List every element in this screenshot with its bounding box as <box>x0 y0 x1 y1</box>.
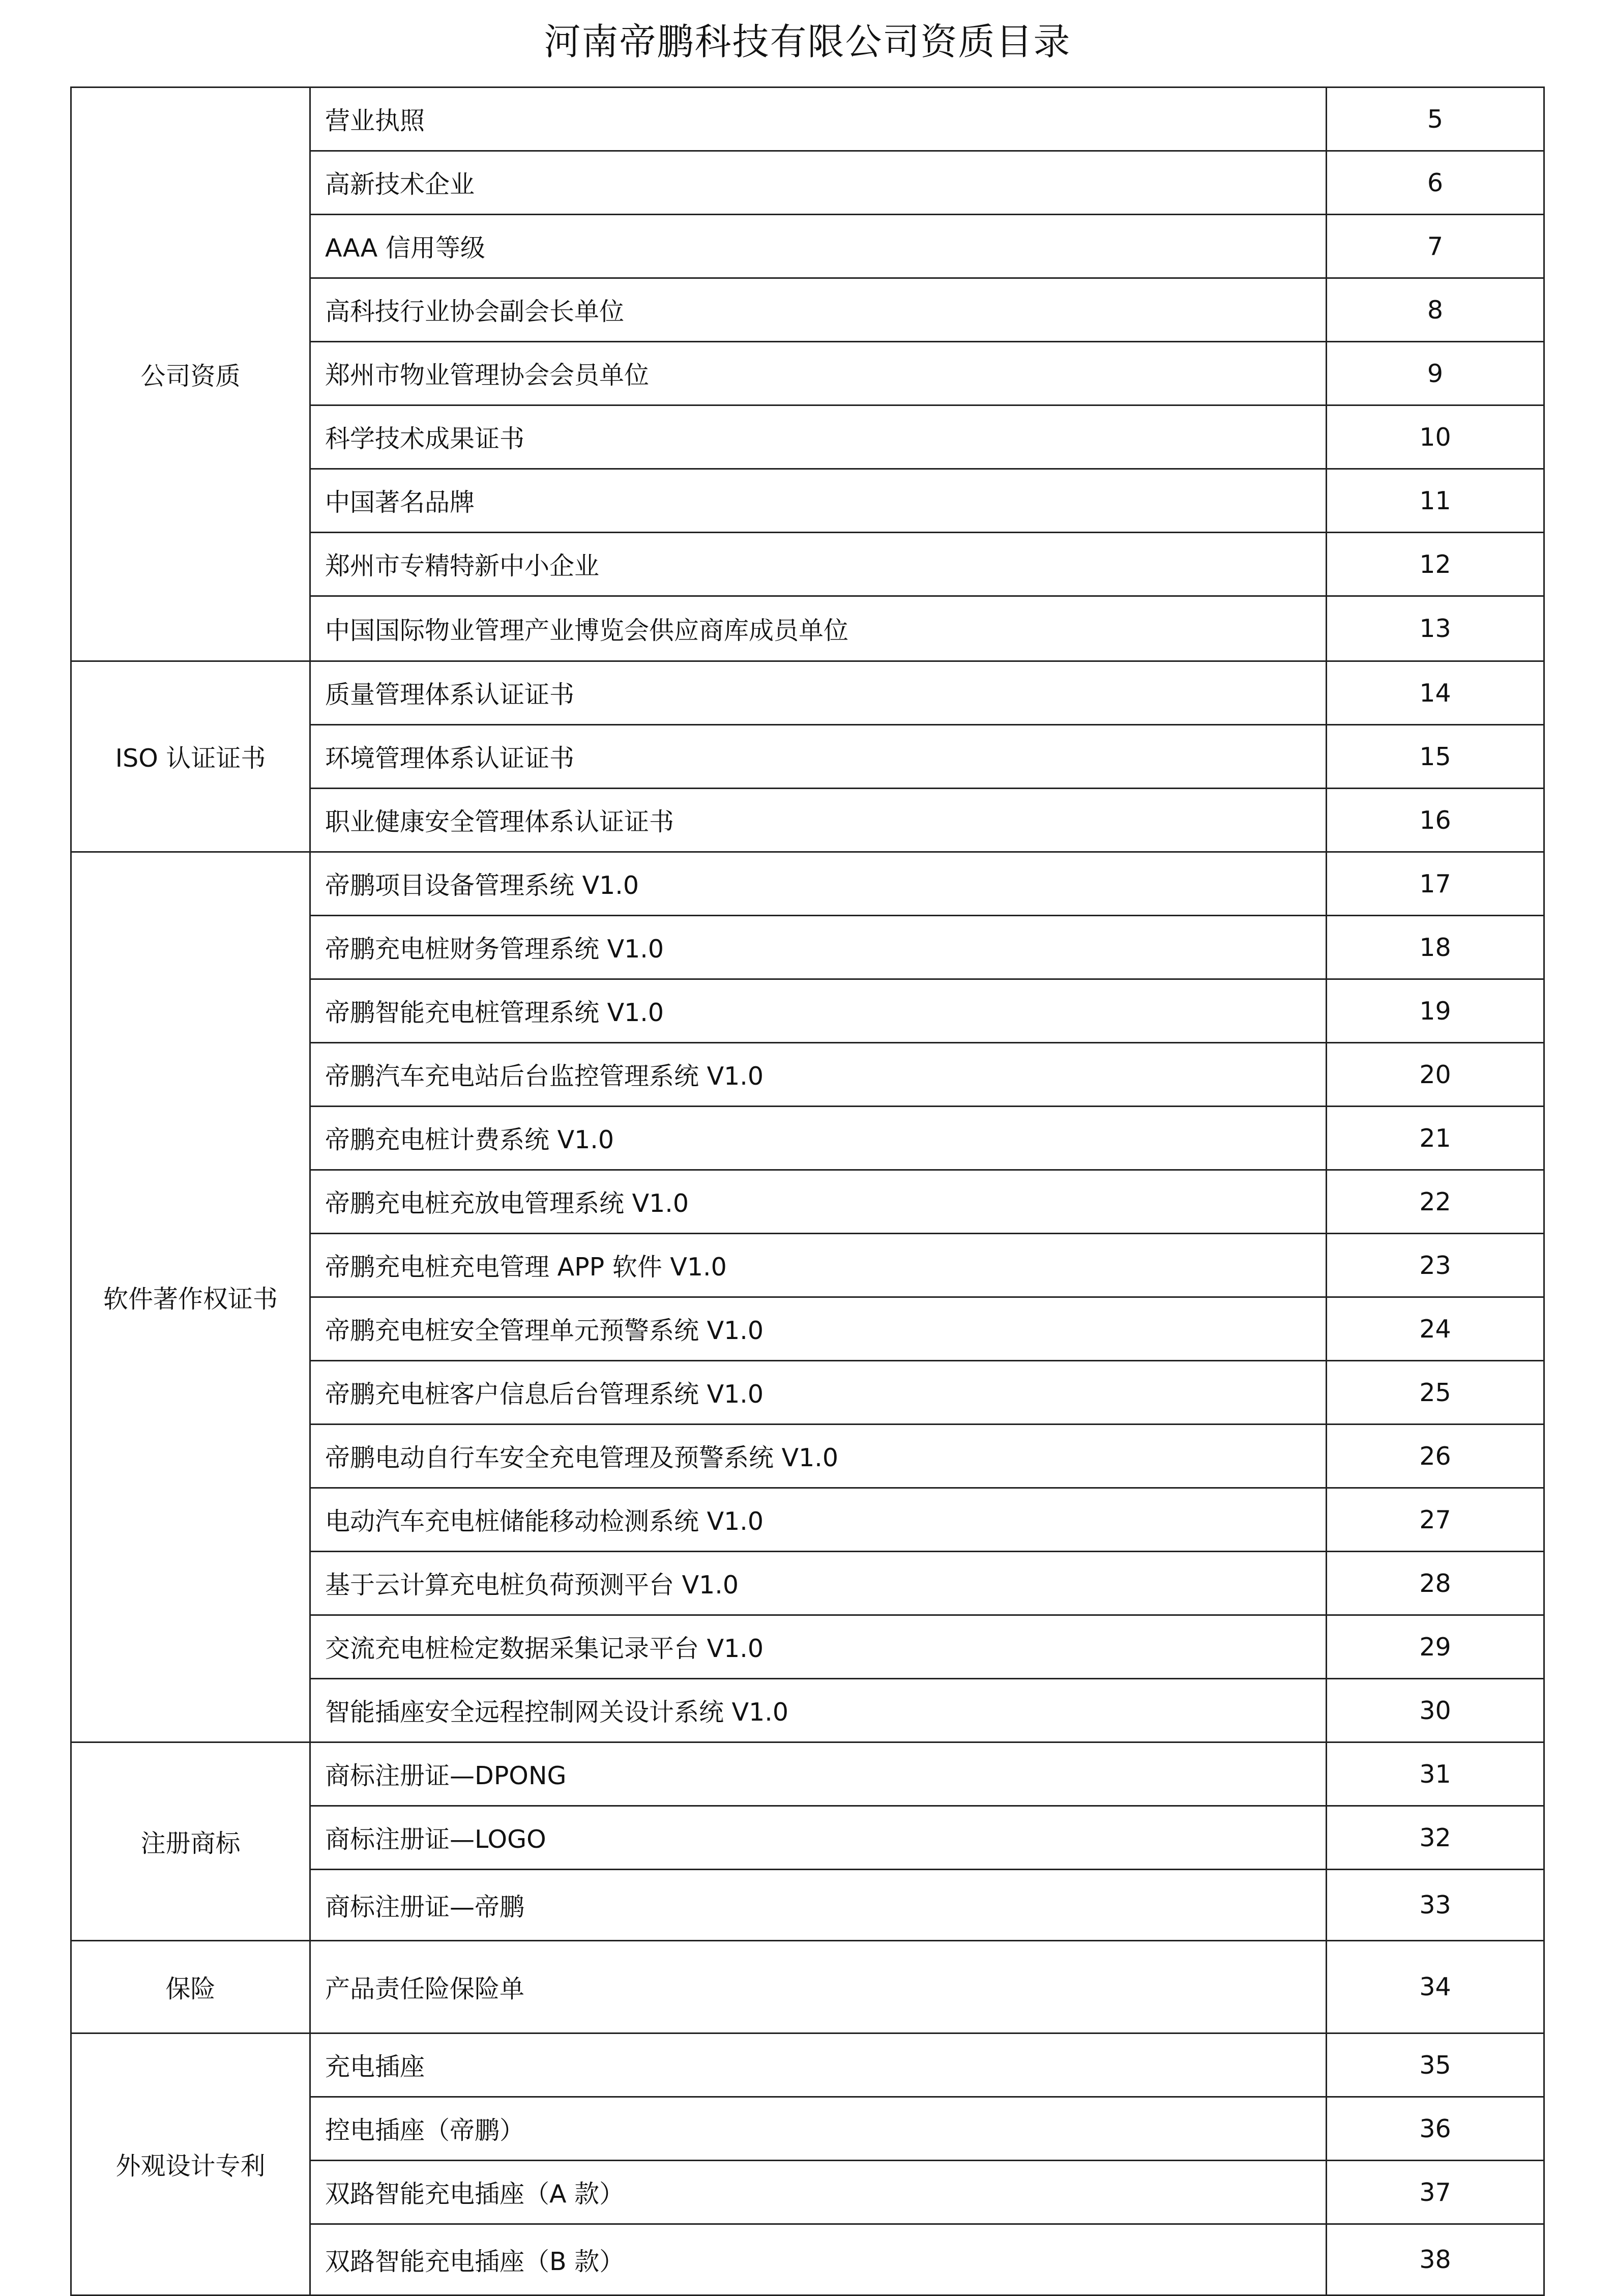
page-number-cell: 20 <box>1327 1043 1544 1107</box>
page-number-cell: 36 <box>1327 2097 1544 2161</box>
page-title: 河南帝鹏科技有限公司资质目录 <box>544 20 1071 63</box>
page-number-cell: 21 <box>1327 1107 1544 1170</box>
page-number-cell: 8 <box>1327 278 1544 342</box>
item-name-cell: 中国著名品牌 <box>310 469 1327 533</box>
item-name-cell: 电动汽车充电桩储能移动检测系统 V1.0 <box>310 1488 1327 1552</box>
category-cell: 软件著作权证书 <box>71 852 310 1742</box>
table-row <box>71 661 1544 725</box>
table-row <box>71 852 1544 916</box>
page-number-cell: 25 <box>1327 1361 1544 1425</box>
toc-table <box>70 86 1545 2296</box>
item-name-cell: 职业健康安全管理体系认证证书 <box>310 789 1327 852</box>
item-name-cell: 科学技术成果证书 <box>310 405 1327 469</box>
page-number-cell: 28 <box>1327 1552 1544 1615</box>
category-cell: 注册商标 <box>71 1742 310 1941</box>
item-name-cell: 环境管理体系认证证书 <box>310 725 1327 789</box>
item-name-cell: 帝鹏汽车充电站后台监控管理系统 V1.0 <box>310 1043 1327 1107</box>
item-name-cell: 帝鹏充电桩充电管理 APP 软件 V1.0 <box>310 1234 1327 1297</box>
category-cell: ISO 认证证书 <box>71 661 310 852</box>
page-number-cell: 5 <box>1327 88 1544 151</box>
page-number-cell: 30 <box>1327 1679 1544 1742</box>
page-number-cell: 24 <box>1327 1297 1544 1361</box>
item-name-cell: 质量管理体系认证证书 <box>310 661 1327 725</box>
page-number-cell: 29 <box>1327 1615 1544 1679</box>
category-cell: 外观设计专利 <box>71 2033 310 2295</box>
page-number-cell: 16 <box>1327 789 1544 852</box>
table-row <box>71 1941 1544 2033</box>
page-number-cell: 33 <box>1327 1870 1544 1941</box>
page-number-cell: 31 <box>1327 1742 1544 1806</box>
page-number-cell: 11 <box>1327 469 1544 533</box>
page-number-cell: 6 <box>1327 151 1544 215</box>
item-name-cell: 郑州市专精特新中小企业 <box>310 533 1327 596</box>
page-number-cell: 32 <box>1327 1806 1544 1870</box>
page-number-cell: 12 <box>1327 533 1544 596</box>
item-name-cell: 高新技术企业 <box>310 151 1327 215</box>
item-name-cell: 商标注册证—LOGO <box>310 1806 1327 1870</box>
page-number-cell: 26 <box>1327 1425 1544 1488</box>
page-number-cell: 14 <box>1327 661 1544 725</box>
item-name-cell: 基于云计算充电桩负荷预测平台 V1.0 <box>310 1552 1327 1615</box>
item-name-cell: AAA 信用等级 <box>310 215 1327 278</box>
item-name-cell: 双路智能充电插座（A 款） <box>310 2161 1327 2224</box>
page-number-cell: 18 <box>1327 916 1544 979</box>
page-number-cell: 7 <box>1327 215 1544 278</box>
item-name-cell: 产品责任险保险单 <box>310 1941 1327 2033</box>
item-name-cell: 郑州市物业管理协会会员单位 <box>310 342 1327 405</box>
item-name-cell: 帝鹏充电桩安全管理单元预警系统 V1.0 <box>310 1297 1327 1361</box>
item-name-cell: 帝鹏智能充电桩管理系统 V1.0 <box>310 979 1327 1043</box>
page-number-cell: 34 <box>1327 1941 1544 2033</box>
page-number-cell: 37 <box>1327 2161 1544 2224</box>
table-row <box>71 2033 1544 2097</box>
item-name-cell: 商标注册证—DPONG <box>310 1742 1327 1806</box>
item-name-cell: 帝鹏充电桩客户信息后台管理系统 V1.0 <box>310 1361 1327 1425</box>
page-number-cell: 19 <box>1327 979 1544 1043</box>
item-name-cell: 智能插座安全远程控制网关设计系统 V1.0 <box>310 1679 1327 1742</box>
page-number-cell: 35 <box>1327 2033 1544 2097</box>
item-name-cell: 充电插座 <box>310 2033 1327 2097</box>
page-number-cell: 9 <box>1327 342 1544 405</box>
category-cell: 公司资质 <box>71 88 310 661</box>
page-number-cell: 23 <box>1327 1234 1544 1297</box>
table-row <box>71 88 1544 151</box>
item-name-cell: 高科技行业协会副会长单位 <box>310 278 1327 342</box>
item-name-cell: 帝鹏充电桩计费系统 V1.0 <box>310 1107 1327 1170</box>
item-name-cell: 中国国际物业管理产业博览会供应商库成员单位 <box>310 596 1327 661</box>
item-name-cell: 控电插座（帝鹏） <box>310 2097 1327 2161</box>
item-name-cell: 帝鹏项目设备管理系统 V1.0 <box>310 852 1327 916</box>
item-name-cell: 交流充电桩检定数据采集记录平台 V1.0 <box>310 1615 1327 1679</box>
item-name-cell: 帝鹏电动自行车安全充电管理及预警系统 V1.0 <box>310 1425 1327 1488</box>
item-name-cell: 帝鹏充电桩充放电管理系统 V1.0 <box>310 1170 1327 1234</box>
page-number-cell: 15 <box>1327 725 1544 789</box>
page-number-cell: 10 <box>1327 405 1544 469</box>
item-name-cell: 营业执照 <box>310 88 1327 151</box>
item-name-cell: 双路智能充电插座（B 款） <box>310 2224 1327 2295</box>
item-name-cell: 商标注册证—帝鹏 <box>310 1870 1327 1941</box>
page-number-cell: 17 <box>1327 852 1544 916</box>
category-cell: 保险 <box>71 1941 310 2033</box>
page-number-cell: 38 <box>1327 2224 1544 2295</box>
item-name-cell: 帝鹏充电桩财务管理系统 V1.0 <box>310 916 1327 979</box>
table-row <box>71 1742 1544 1806</box>
page-number-cell: 13 <box>1327 596 1544 661</box>
toc-body <box>71 88 1544 2295</box>
page-number-cell: 22 <box>1327 1170 1544 1234</box>
page-number-cell: 27 <box>1327 1488 1544 1552</box>
